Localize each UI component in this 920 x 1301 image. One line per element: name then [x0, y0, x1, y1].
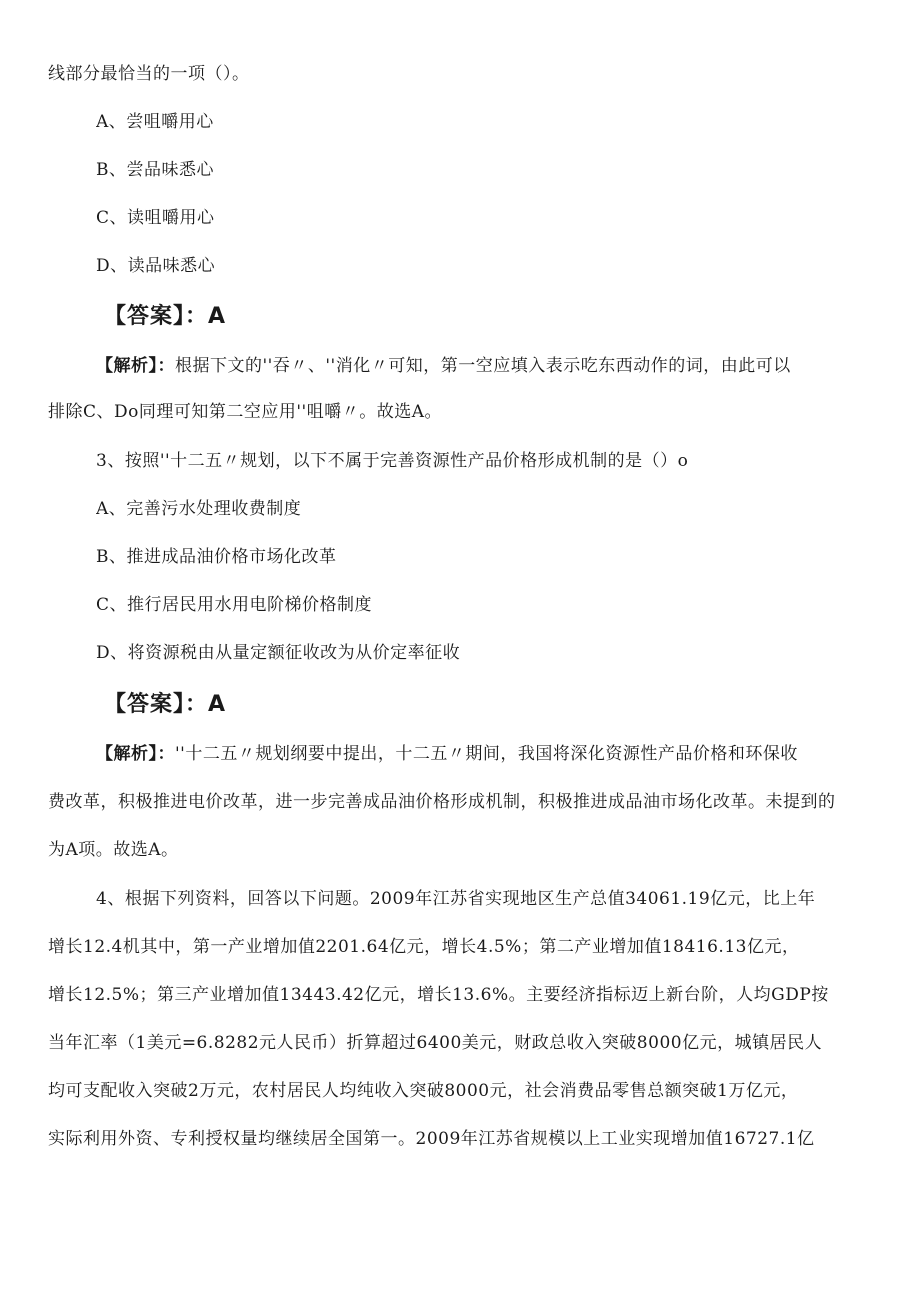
q2-option-d: D、读品味悉心 — [96, 256, 216, 276]
q2-explanation-line-2: 排除C、Do同理可知第二空应用''咀嚼〃。故选A。 — [48, 402, 442, 422]
q2-answer: 【答案】：A — [104, 304, 227, 329]
q3-answer: 【答案】：A — [104, 692, 227, 717]
q3-explanation-line-1 — [96, 742, 880, 766]
q2-option-c: C、读咀嚼用心 — [96, 208, 215, 228]
q4-line-3: 增长12.5%；第三产业增加值13443.42亿元，增长13.6%。主要经济指标迈上新台阶，人均GDP按 — [48, 985, 829, 1005]
q3-stem: 3、按照''十二五〃规划，以下不属于完善资源性产品价格形成机制的是（）o — [96, 451, 689, 471]
q3-option-b: B、推进成品油价格市场化改革 — [96, 547, 337, 567]
q3-option-a: A、完善污水处理收费制度 — [96, 499, 302, 519]
q4-line-5: 均可支配收入突破2万元，农村居民人均纯收入突破8000元，社会消费品零售总额突破1万亿元， — [48, 1081, 799, 1101]
q4-line-4: 当年汇率（1美元=6.8282元人民币）折算超过6400美元，财政总收入突破8000亿元，城镇居民人 — [48, 1033, 823, 1053]
q3-explanation-line-3: 为A项。故选A。 — [48, 840, 179, 860]
q3-explanation-label: 【解析】： — [96, 744, 175, 764]
q2-explanation-text-1: 根据下文的''吞〃、''消化〃可知，第一空应填入表示吃东西动作的词，由此可以 — [175, 356, 791, 376]
q2-explanation-label: 【解析】： — [96, 356, 175, 376]
q3-option-d: D、将资源税由从量定额征收改为从价定率征收 — [96, 643, 461, 663]
q4-line-6: 实际利用外资、专利授权量均继续居全国第一。2009年江苏省规模以上工业实现增加值16727.1亿 — [48, 1129, 815, 1149]
q3-explanation-line-2: 费改革，积极推进电价改革，进一步完善成品油价格形成机制，积极推进成品油市场化改革。未提到的 — [48, 792, 836, 812]
q4-line-2: 增长12.4机其中，第一产业增加值2201.64亿元，增长4.5%；第二产业增加值18416.13亿元， — [48, 937, 800, 957]
q2-option-a: A、尝咀嚼用心 — [96, 112, 214, 132]
q4-line-1: 4、根据下列资料，回答以下问题。2009年江苏省实现地区生产总值34061.19亿元，比上年 — [96, 889, 816, 909]
q2-stem-tail: 线部分最恰当的一项（）。 — [48, 64, 250, 84]
q3-option-c: C、推行居民用水用电阶梯价格制度 — [96, 595, 373, 615]
q3-explanation-text-1: ''十二五〃规划纲要中提出，十二五〃期间，我国将深化资源性产品价格和环保收 — [175, 744, 798, 764]
q2-explanation-line-1 — [96, 354, 880, 378]
q2-option-b: B、尝品味悉心 — [96, 160, 214, 180]
